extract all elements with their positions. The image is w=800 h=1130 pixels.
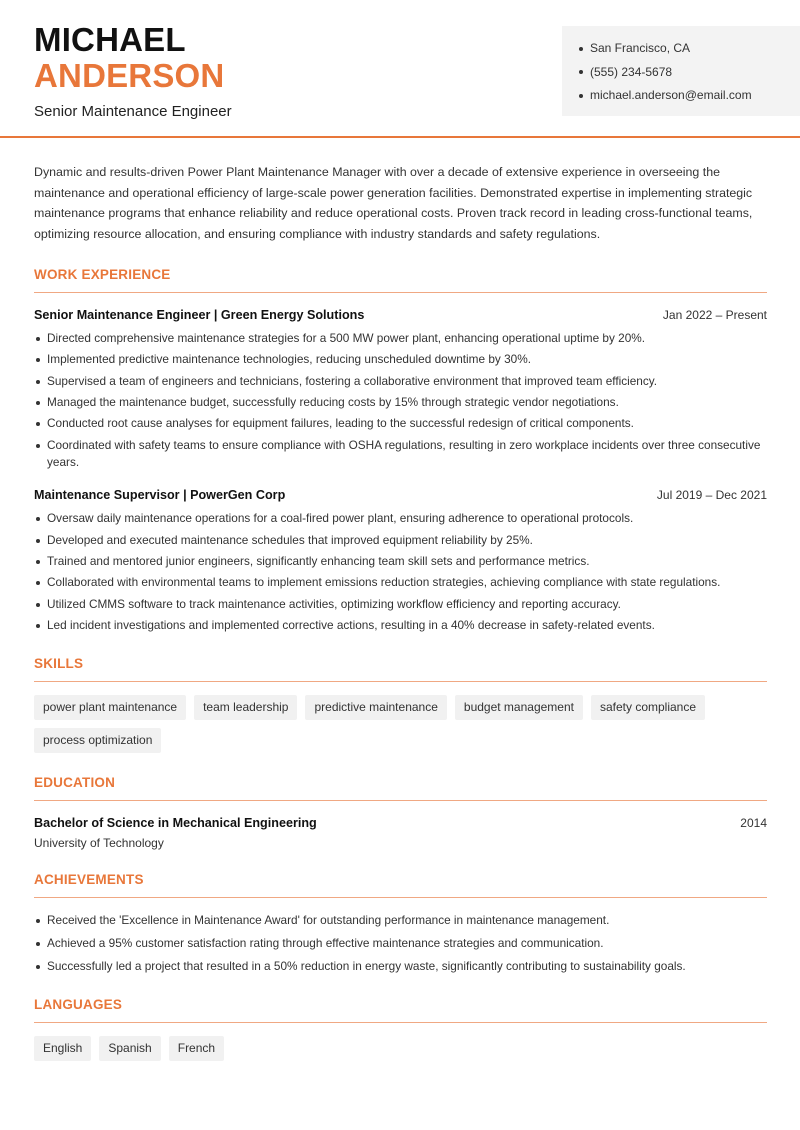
skill-chip: safety compliance: [591, 695, 705, 720]
job-dates: Jul 2019 – Dec 2021: [656, 488, 767, 503]
resume-header: [0, 0, 800, 138]
job-entry: [34, 488, 767, 634]
list-item: Achieved a 95% customer satisfaction rating through effective maintenance strategies and communication.: [34, 935, 767, 952]
contact-phone-text: (555) 234-5678: [590, 64, 673, 79]
contact-box: [562, 26, 800, 116]
achievements-list: [34, 912, 767, 975]
education-degree: Bachelor of Science in Mechanical Engineering: [34, 816, 317, 831]
education-year: 2014: [740, 816, 767, 831]
section-title-achievements: ACHIEVEMENTS: [34, 872, 767, 898]
last-name: ANDERSON: [34, 57, 225, 94]
section-title-languages: LANGUAGES: [34, 997, 767, 1023]
contact-location-text: San Francisco, CA: [590, 41, 691, 55]
list-item: Supervised a team of engineers and technicians, fostering a collaborative environment that improved team efficiency.: [34, 373, 767, 390]
job-role: Senior Maintenance Engineer | Green Energy Solutions: [34, 307, 365, 322]
list-item: Oversaw daily maintenance operations for a coal-fired power plant, ensuring adherence to operational protocols.: [34, 510, 767, 527]
skill-chip: power plant maintenance: [34, 695, 186, 720]
list-item: Coordinated with safety teams to ensure compliance with OSHA regulations, resulting in zero workplace incidents over three consecutive years.: [34, 437, 767, 471]
education-entry: [34, 816, 767, 850]
first-name: MICHAEL: [34, 21, 186, 58]
bullet-icon: [579, 94, 583, 98]
languages-list: [34, 1036, 767, 1061]
job-bullets: [34, 330, 767, 471]
education-school: University of Technology: [34, 836, 164, 851]
skills-list: [34, 695, 767, 753]
list-item: Directed comprehensive maintenance strategies for a 500 MW power plant, enhancing operational uptime by 20%.: [34, 330, 767, 347]
bullet-icon: [579, 70, 583, 74]
list-item: Trained and mentored junior engineers, significantly enhancing team skill sets and performance metrics.: [34, 553, 767, 570]
list-item: Collaborated with environmental teams to implement emissions reduction strategies, achieving compliance with state regulations.: [34, 574, 767, 591]
contact-phone: [579, 61, 800, 85]
language-chip: French: [169, 1036, 224, 1061]
job-entry: [34, 308, 767, 471]
language-chip: Spanish: [99, 1036, 160, 1061]
section-title-education: EDUCATION: [34, 775, 767, 801]
education-header: [34, 816, 767, 830]
name-block: [34, 22, 232, 120]
job-bullets: [34, 510, 767, 634]
skill-chip: process optimization: [34, 728, 161, 753]
contact-email-text[interactable]: michael.anderson@email.com: [590, 88, 752, 102]
job-header: [34, 488, 767, 502]
list-item: Developed and executed maintenance schedules that improved equipment reliability by 25%.: [34, 532, 767, 549]
list-item: Implemented predictive maintenance technologies, reducing unscheduled downtime by 30%.: [34, 351, 767, 368]
section-title-work: WORK EXPERIENCE: [34, 267, 767, 293]
list-item: Utilized CMMS software to track maintenance activities, optimizing workflow efficiency and reporting accuracy.: [34, 596, 767, 613]
job-title: Senior Maintenance Engineer: [34, 103, 232, 120]
contact-location: [579, 37, 800, 61]
language-chip: English: [34, 1036, 91, 1061]
bullet-icon: [579, 47, 583, 51]
skill-chip: predictive maintenance: [305, 695, 446, 720]
summary: Dynamic and results-driven Power Plant Maintenance Manager with over a decade of extensive experience in overseeing the maintenance and operational efficiency of large-scale power generation facilities. Demonstrated expertise in implementing strategic maintenance programs that enhance reliability and reduce operational costs. Proven track record in leading cross-functional teams, optimizing resource allocation, and ensuring compliance with industry standards and safety regulations.: [34, 165, 753, 242]
list-item: Led incident investigations and implemented corrective actions, resulting in a 40% decrease in safety-related events.: [34, 617, 767, 634]
skill-chip: team leadership: [194, 695, 297, 720]
section-title-skills: SKILLS: [34, 656, 767, 682]
skill-chip: budget management: [455, 695, 583, 720]
job-dates: Jan 2022 – Present: [662, 307, 767, 322]
list-item: Successfully led a project that resulted in a 50% reduction in energy waste, significantly contributing to sustainability goals.: [34, 958, 767, 975]
job-header: [34, 308, 767, 322]
list-item: Received the 'Excellence in Maintenance Award' for outstanding performance in maintenance management.: [34, 912, 767, 929]
list-item: Conducted root cause analyses for equipment failures, leading to the successful redesign of critical components.: [34, 415, 767, 432]
job-role: Maintenance Supervisor | PowerGen Corp: [34, 488, 286, 503]
contact-email: [579, 84, 800, 108]
list-item: Managed the maintenance budget, successfully reducing costs by 15% through strategic vendor negotiations.: [34, 394, 767, 411]
resume-body: [34, 162, 767, 1061]
